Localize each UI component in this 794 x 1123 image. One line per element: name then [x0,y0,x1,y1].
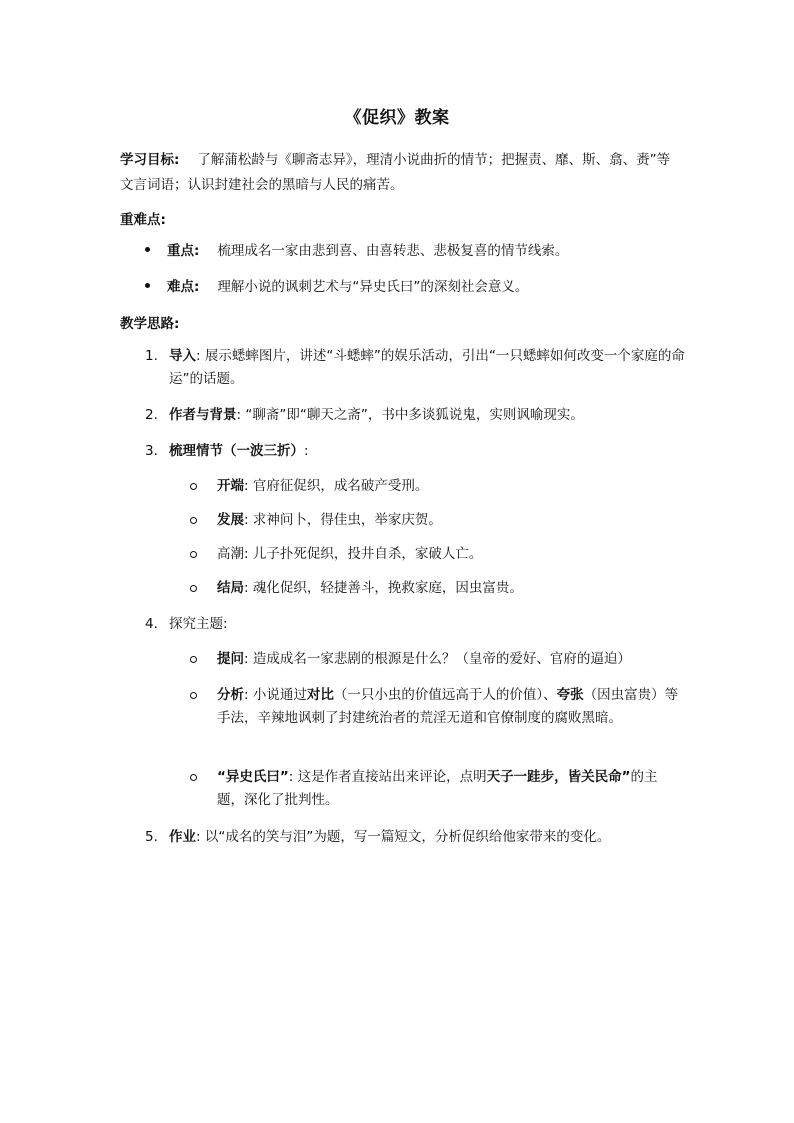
key-point-label: 重点: [167,243,200,259]
circle-bullet-icon [190,692,197,699]
step-number: 3. [145,443,158,459]
circle-bullet-icon [190,483,197,490]
step-label: 梳理情节（一波三折） [169,443,304,459]
step-number: 1. [145,348,158,364]
theme-yishishi: “异史氏曰”: 这是作者直接站出来评论，点明天子一跬步，皆关民命”的主题，深化了批判性。 [190,766,680,812]
step-label: 作者与背景 [169,407,237,423]
plot-item-climax: 高潮: 儿子扑死促织，投井自杀，家破人亡。 [190,543,680,566]
circle-bullet-icon [190,774,197,781]
difficult-point-item [145,276,528,298]
step-text: : “聊斋”即“聊天之斋”，书中多谈狐说鬼，实则讽喻现实。 [236,407,584,423]
plot-item-ending: 结局: 魂化促织，轻捷善斗，挽救家庭，因虫富贵。 [190,577,680,600]
key-point-item [145,240,568,262]
circle-bullet-icon [190,551,197,558]
difficult-point-text: 理解小说的讽刺艺术与“异史氏曰”的深刻社会意义。 [217,279,529,295]
step-number: 5. [145,829,158,845]
step-text: : 以“成名的笑与泪”为题，写一篇短文，分析促织给他家带来的变化。 [196,829,611,845]
step-text: : 展示蟋蟀图片，讲述“斗蟋蟀”的娱乐活动，引出“一只蟋蟀如何改变一个家庭的命运”的话题。 [169,348,685,387]
page-title: 《促织》教案 [344,108,450,128]
learning-goal-label: 学习目标: [120,152,180,168]
bullet-icon [145,247,150,252]
step-text: 探究主题: [169,616,228,632]
learning-goal [120,148,680,198]
plot-item-beginning: 开端: 官府征促织，成名破产受刑。 [190,475,680,498]
key-point-text: 梳理成名一家由悲到喜、由喜转悲、悲极复喜的情节线索。 [217,243,569,259]
circle-bullet-icon [190,517,197,524]
learning-goal-text: 了解蒲松龄与《聊斋志异》，理清小说曲折的情节；把握责、靡、斯、翕、赉”等文言词语；认识封建社会的黑暗与人民的痛苦。 [120,152,671,193]
step-theme [145,613,685,636]
step-number: 2. [145,407,158,423]
step-intro [145,345,685,391]
step-text: : [304,443,309,459]
difficult-point-label: 难点: [167,279,200,295]
circle-bullet-icon [190,656,197,663]
step-number: 4. [145,616,158,632]
theme-analysis: 分析: 小说通过对比（一只小虫的价值远高于人的价值）、夸张（因虫富贵）等手法，辛辣地讽刺了封建统治者的荒淫无道和官僚制度的腐败黑暗。 [190,684,680,730]
circle-bullet-icon [190,585,197,592]
step-plot [145,440,685,463]
theme-question: 提问: 造成成名一家悲剧的根源是什么？（皇帝的爱好、官府的逼迫） [190,648,680,671]
bullet-icon [145,283,150,288]
step-label: 导入 [169,348,196,364]
key-points-heading: 重难点: [120,212,166,228]
approach-heading: 教学思路: [120,316,180,332]
step-author [145,404,685,427]
step-label: 作业 [169,829,196,845]
plot-item-development: 发展: 求神问卜，得佳虫，举家庆贺。 [190,509,680,532]
step-homework [145,826,685,849]
